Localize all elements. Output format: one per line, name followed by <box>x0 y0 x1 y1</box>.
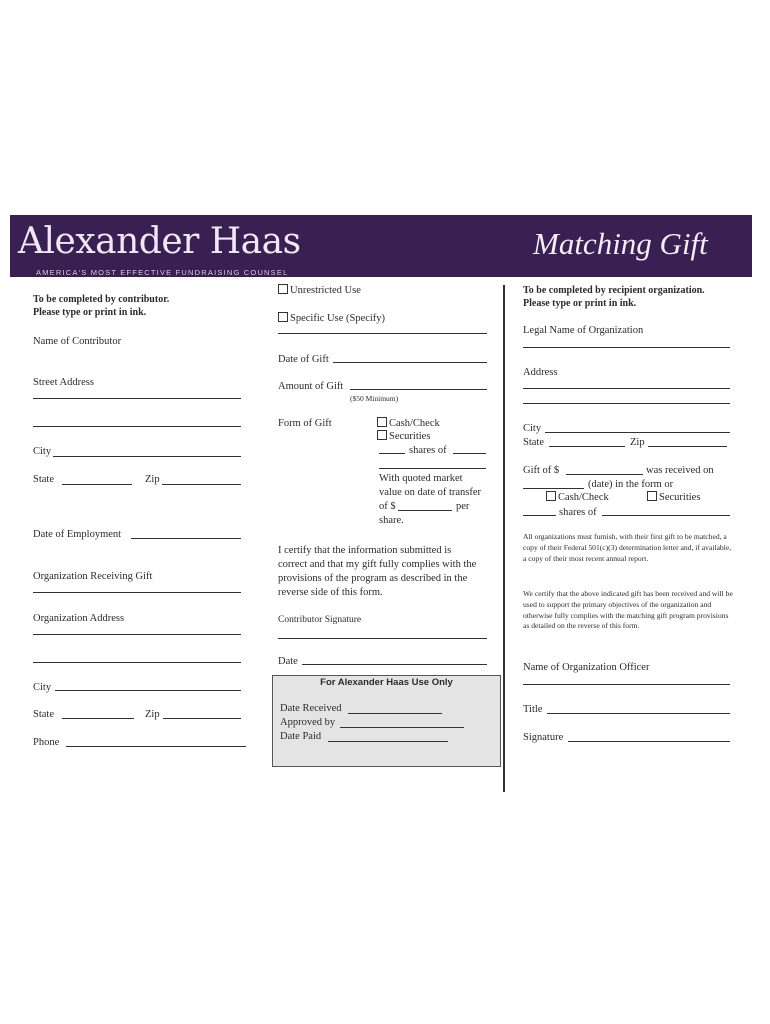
specific-checkbox[interactable] <box>278 312 288 322</box>
state2-field[interactable] <box>62 718 134 719</box>
recipient-securities-option[interactable] <box>647 491 700 504</box>
contributor-name-label: Name of Contributor <box>33 336 122 347</box>
recipient-city-label: City <box>523 423 542 434</box>
city-label: City <box>33 446 52 457</box>
cash-check-label: Cash/Check <box>389 418 440 429</box>
gift-amount-field[interactable] <box>566 474 643 475</box>
officer-signature-field[interactable] <box>568 741 730 742</box>
specific-label: Specific Use (Specify) <box>290 313 386 324</box>
shares-of-label: shares of <box>409 445 447 456</box>
market-value-of-label: of $ <box>379 501 396 512</box>
market-value-line-4: share. <box>379 515 404 526</box>
certify-line-2: correct and that my gift fully complies with the <box>278 559 477 570</box>
all-organizations-notice: All organizations must furnish, with their first gift to be matched, a copy of their Federal 501(c)(3) determination letter and, if available, a copy of their most recent annual report. <box>523 532 732 563</box>
amount-of-gift-label: Amount of Gift <box>278 381 344 392</box>
date-of-employment-field[interactable] <box>131 538 241 539</box>
street-address-field-2[interactable] <box>33 426 241 427</box>
state2-label: State <box>33 709 54 720</box>
date-field[interactable] <box>302 664 487 665</box>
securities-option[interactable] <box>377 430 430 443</box>
date-of-employment-label: Date of Employment <box>33 529 122 540</box>
recipient-securities-checkbox[interactable] <box>647 491 657 501</box>
received-on-label: was received on <box>646 465 714 476</box>
phone-label: Phone <box>33 737 60 748</box>
unrestricted-label: Unrestricted Use <box>290 285 361 296</box>
specific-use-option[interactable] <box>278 312 385 325</box>
recipient-shares-company-field[interactable] <box>602 515 730 516</box>
legal-name-field[interactable] <box>523 347 730 348</box>
recipient-cash-check-option[interactable] <box>546 491 609 504</box>
phone-field[interactable] <box>66 746 246 747</box>
organization-address-field-2[interactable] <box>33 662 241 663</box>
officer-signature-label: Signature <box>523 732 564 743</box>
organization-address-field[interactable] <box>33 634 241 635</box>
city2-field[interactable] <box>55 690 241 691</box>
legal-name-label: Legal Name of Organization <box>523 325 644 336</box>
date-paid-field[interactable] <box>328 741 448 742</box>
recipient-state-label: State <box>523 437 544 448</box>
securities-checkbox[interactable] <box>377 430 387 440</box>
organization-receiving-label: Organization Receiving Gift <box>33 571 153 582</box>
date-form-label: (date) in the form or <box>588 479 674 490</box>
recipient-shares-of-label: shares of <box>559 507 597 518</box>
contributor-signature-label: Contributor Signature <box>278 615 362 625</box>
recipient-address-field[interactable] <box>523 388 730 389</box>
state-field[interactable] <box>62 484 132 485</box>
date-received-field[interactable] <box>348 713 442 714</box>
logo-tagline: AMERICA'S MOST EFFECTIVE FUNDRAISING COUNSEL <box>36 268 289 277</box>
contributor-instructions-1: To be completed by contributor. <box>33 294 170 305</box>
recipient-instructions-1: To be completed by recipient organization. <box>523 285 705 296</box>
date-of-gift-label: Date of Gift <box>278 354 329 365</box>
recipient-cash-check-label: Cash/Check <box>558 492 609 503</box>
gift-of-label: Gift of $ <box>523 465 560 476</box>
zip-label: Zip <box>145 474 160 485</box>
amount-of-gift-field[interactable] <box>350 389 487 390</box>
approved-by-label: Approved by <box>280 717 336 728</box>
zip-field[interactable] <box>162 484 241 485</box>
approved-by-field[interactable] <box>340 727 464 728</box>
date-label: Date <box>278 656 298 667</box>
recipient-address-field-2[interactable] <box>523 403 730 404</box>
cash-check-checkbox[interactable] <box>377 417 387 427</box>
date-paid-label: Date Paid <box>280 731 322 742</box>
street-address-label: Street Address <box>33 377 94 388</box>
officer-title-field[interactable] <box>547 713 730 714</box>
organization-address-label: Organization Address <box>33 613 125 624</box>
officer-name-label: Name of Organization Officer <box>523 662 650 673</box>
per-share-price-field[interactable] <box>398 510 452 511</box>
recipient-shares-count-field[interactable] <box>523 515 556 516</box>
market-value-per-label: per <box>456 501 470 512</box>
form-title: Matching Gift <box>533 226 708 261</box>
unrestricted-use-option[interactable] <box>278 284 361 297</box>
street-address-field[interactable] <box>33 398 241 399</box>
recipient-address-label: Address <box>523 367 558 378</box>
received-date-field[interactable] <box>523 488 584 489</box>
zip2-field[interactable] <box>163 718 241 719</box>
state-label: State <box>33 474 54 485</box>
recipient-cash-check-checkbox[interactable] <box>546 491 556 501</box>
date-received-label: Date Received <box>280 703 342 714</box>
minimum-note: ($50 Minimum) <box>350 394 399 403</box>
recipient-state-field[interactable] <box>549 446 625 447</box>
certify-line-4: reverse side of this form. <box>278 587 383 598</box>
certify-line-1: I certify that the information submitted is <box>278 545 452 556</box>
officer-title-label: Title <box>523 704 543 715</box>
zip2-label: Zip <box>145 709 160 720</box>
organization-receiving-field[interactable] <box>33 592 241 593</box>
form-of-gift-label: Form of Gift <box>278 418 332 429</box>
section-divider <box>503 285 505 792</box>
shares-company-field[interactable] <box>453 453 486 454</box>
shares-company-field-2[interactable] <box>379 468 486 469</box>
we-certify-statement: We certify that the above indicated gift has been received and will be used to support the primary objectives of the organization and otherwise fully complies with the matching gift program provisions as detailed on the reverse of this form. <box>523 589 733 631</box>
company-logo: Alexander Haas <box>18 221 301 262</box>
officer-name-field[interactable] <box>523 684 730 685</box>
contributor-instructions-2: Please type or print in ink. <box>33 307 147 318</box>
recipient-zip-label: Zip <box>630 437 645 448</box>
contributor-signature-field[interactable] <box>278 638 487 639</box>
cash-check-option[interactable] <box>377 417 440 430</box>
date-of-gift-field[interactable] <box>333 362 487 363</box>
recipient-instructions-2: Please type or print in ink. <box>523 298 637 309</box>
specific-use-field[interactable] <box>278 333 487 334</box>
securities-label: Securities <box>389 431 431 442</box>
city-field[interactable] <box>53 456 241 457</box>
recipient-securities-label: Securities <box>659 492 701 503</box>
shares-count-field[interactable] <box>379 453 405 454</box>
recipient-zip-field[interactable] <box>648 446 727 447</box>
market-value-line-1: With quoted market <box>379 473 463 484</box>
market-value-line-2: value on date of transfer <box>379 487 482 498</box>
recipient-city-field[interactable] <box>545 432 730 433</box>
unrestricted-checkbox[interactable] <box>278 284 288 294</box>
office-use-title: For Alexander Haas Use Only <box>320 677 453 688</box>
city2-label: City <box>33 682 52 693</box>
certify-line-3: provisions of the program as described in the <box>278 573 468 584</box>
